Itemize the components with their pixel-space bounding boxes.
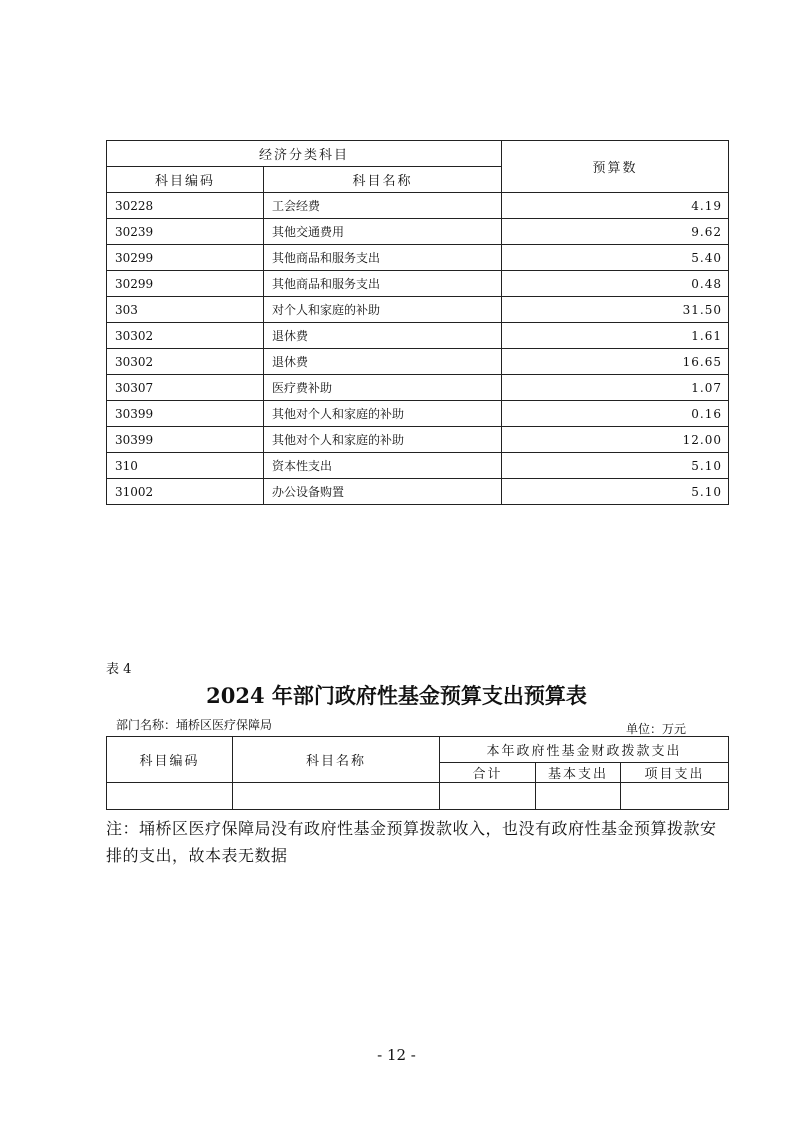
table-row <box>107 479 729 505</box>
table-row <box>107 427 729 453</box>
page-title: 2024 年部门政府性基金预算支出预算表 <box>206 683 587 708</box>
budget-amount-cell: 5.10 <box>502 479 729 505</box>
table-row <box>107 271 729 297</box>
subject-code-cell: 30399 <box>107 427 264 453</box>
subject-code-cell: 303 <box>107 297 264 323</box>
subject-code-cell: 30299 <box>107 271 264 297</box>
subject-code-cell: 30302 <box>107 349 264 375</box>
table-row <box>107 453 729 479</box>
table-number: 表 4 <box>106 662 132 677</box>
subject-name-cell: 退休费 <box>264 323 502 349</box>
table-row <box>107 323 729 349</box>
table-row <box>107 297 729 323</box>
budget-amount-cell: 12.00 <box>502 427 729 453</box>
table-note: 注：埇桥区医疗保障局没有政府性基金预算拨款收入，也没有政府性基金预算拨款安排的支出，故本表无数据 <box>106 819 717 865</box>
header-subject-name: 科目名称 <box>264 167 502 193</box>
budget-amount-cell: 0.16 <box>502 401 729 427</box>
budget-amount-cell: 1.61 <box>502 323 729 349</box>
budget-amount-cell: 16.65 <box>502 349 729 375</box>
department-name: 部门名称：埇桥区医疗保障局 <box>116 718 273 732</box>
unit-label: 单位：万元 <box>626 722 687 736</box>
table-cell <box>233 783 440 810</box>
subject-name-cell: 其他对个人和家庭的补助 <box>264 401 502 427</box>
table-row <box>107 375 729 401</box>
subject-code-cell: 30239 <box>107 219 264 245</box>
table-cell <box>107 783 233 810</box>
table-row <box>107 401 729 427</box>
subject-code-cell: 30399 <box>107 401 264 427</box>
economic-classification-table <box>106 140 729 505</box>
header-subject-code: 科目编码 <box>107 737 233 783</box>
table-row <box>107 349 729 375</box>
subject-name-cell: 工会经费 <box>264 193 502 219</box>
budget-amount-cell: 0.48 <box>502 271 729 297</box>
subject-name-cell: 其他商品和服务支出 <box>264 271 502 297</box>
subject-name-cell: 资本性支出 <box>264 453 502 479</box>
government-fund-table <box>106 736 729 810</box>
subject-name-cell: 办公设备购置 <box>264 479 502 505</box>
subject-code-cell: 30307 <box>107 375 264 401</box>
budget-amount-cell: 4.19 <box>502 193 729 219</box>
table-cell <box>536 783 621 810</box>
subject-name-cell: 其他对个人和家庭的补助 <box>264 427 502 453</box>
subject-name-cell: 其他交通费用 <box>264 219 502 245</box>
header-fund-expenditure: 本年政府性基金财政拨款支出 <box>440 737 729 763</box>
table-cell <box>440 783 536 810</box>
header-total: 合计 <box>440 763 536 783</box>
budget-amount-cell: 1.07 <box>502 375 729 401</box>
table-row <box>107 245 729 271</box>
table-row <box>107 219 729 245</box>
table-cell <box>621 783 729 810</box>
budget-amount-cell: 31.50 <box>502 297 729 323</box>
header-subject-code: 科目编码 <box>107 167 264 193</box>
table-row <box>107 193 729 219</box>
subject-code-cell: 30302 <box>107 323 264 349</box>
subject-name-cell: 对个人和家庭的补助 <box>264 297 502 323</box>
budget-amount-cell: 5.10 <box>502 453 729 479</box>
subject-code-cell: 31002 <box>107 479 264 505</box>
budget-amount-cell: 9.62 <box>502 219 729 245</box>
subject-name-cell: 医疗费补助 <box>264 375 502 401</box>
subject-code-cell: 310 <box>107 453 264 479</box>
header-subject-name: 科目名称 <box>233 737 440 783</box>
header-basic-expenditure: 基本支出 <box>536 763 621 783</box>
header-budget-amount: 预算数 <box>502 141 729 193</box>
subject-name-cell: 其他商品和服务支出 <box>264 245 502 271</box>
subject-code-cell: 30228 <box>107 193 264 219</box>
subject-code-cell: 30299 <box>107 245 264 271</box>
page-number: - 12 - <box>377 1046 416 1064</box>
budget-amount-cell: 5.40 <box>502 245 729 271</box>
table-row <box>107 783 729 810</box>
subject-name-cell: 退休费 <box>264 349 502 375</box>
header-economic-classification: 经济分类科目 <box>107 141 502 167</box>
header-project-expenditure: 项目支出 <box>621 763 729 783</box>
